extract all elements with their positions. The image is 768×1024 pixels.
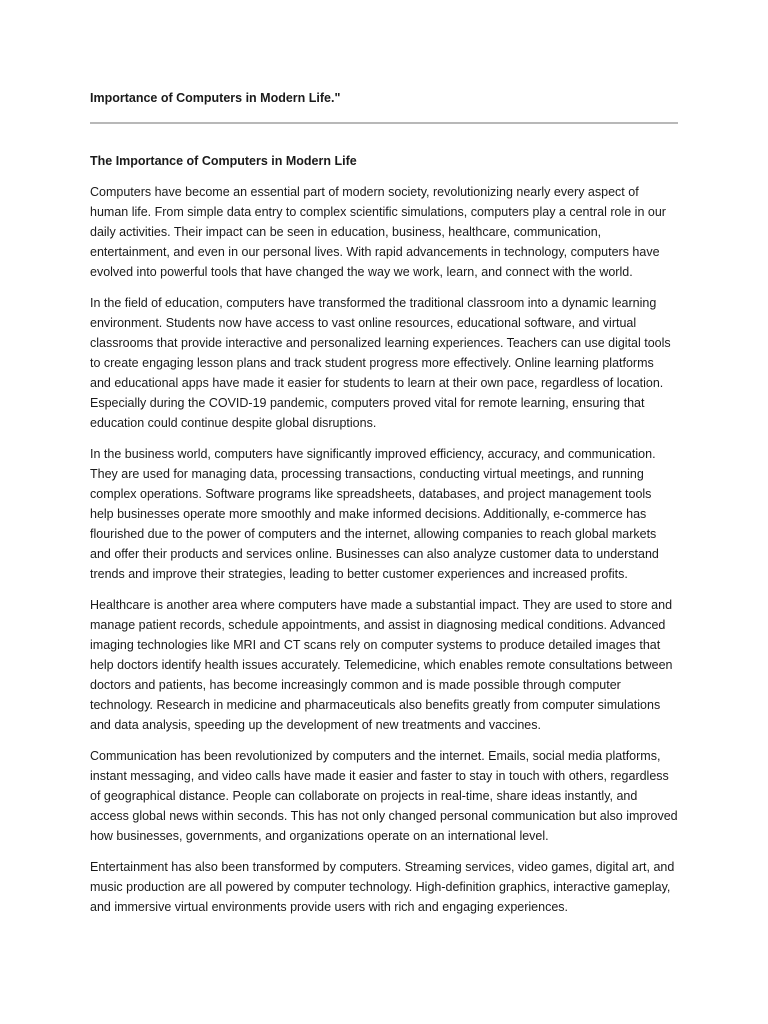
document-page xyxy=(90,88,678,917)
document-title: Importance of Computers in Modern Life." xyxy=(90,91,341,105)
title-divider xyxy=(90,122,678,124)
paragraph-communication: Communication has been revolutionized by computers and the internet. Emails, social media platforms, instant messaging, and video calls have made it easier and faster to stay in touch with others, regardless of geographical distance. People can collaborate on projects in real-time, share ideas instantly, and access global news within seconds. This has not only changed personal communication but also improved how businesses, governments, and organizations operate on an international level. xyxy=(90,749,678,843)
paragraph-entertainment: Entertainment has also been transformed by computers. Streaming services, video games, digital art, and music production are all powered by computer technology. High-definition graphics, interactive gameplay, and immersive virtual environments provide users with rich and engaging experiences. xyxy=(90,860,675,914)
paragraph-intro: Computers have become an essential part of modern society, revolutionizing nearly every aspect of human life. From simple data entry to complex scientific simulations, computers play a central role in our daily activities. Their impact can be seen in education, business, healthcare, communication, entertainment, and even in our personal lives. With rapid advancements in technology, computers have evolved into powerful tools that have changed the way we work, learn, and connect with the world. xyxy=(90,185,666,279)
paragraph-education: In the field of education, computers have transformed the traditional classroom into a dynamic learning environment. Students now have access to vast online resources, educational software, and virtual classrooms that provide interactive and personalized learning experiences. Teachers can use digital tools to create engaging lesson plans and track student progress more effectively. Online learning platforms and educational apps have made it easier for students to learn at their own pace, regardless of location. Especially during the COVID-19 pandemic, computers proved vital for remote learning, ensuring that education could continue despite global disruptions. xyxy=(90,296,671,430)
paragraph-healthcare: Healthcare is another area where computers have made a substantial impact. They are used to store and manage patient records, schedule appointments, and assist in diagnosing medical conditions. Advanced imaging technologies like MRI and CT scans rely on computer systems to produce detailed images that help doctors identify health issues accurately. Telemedicine, which enables remote consultations between doctors and patients, has become increasingly common and is made possible through computer technology. Research in medicine and pharmaceuticals also benefits greatly from computer simulations and data analysis, speeding up the development of new treatments and vaccines. xyxy=(90,598,673,732)
section-heading: The Importance of Computers in Modern Life xyxy=(90,154,357,168)
paragraph-business: In the business world, computers have significantly improved efficiency, accuracy, and communication. They are used for managing data, processing transactions, conducting virtual meetings, and running complex operations. Software programs like spreadsheets, databases, and project management tools help businesses operate more smoothly and make informed decisions. Additionally, e-commerce has flourished due to the power of computers and the internet, allowing companies to reach global markets and offer their products and services online. Businesses can also analyze customer data to understand trends and improve their strategies, leading to better customer experiences and increased profits. xyxy=(90,447,659,581)
